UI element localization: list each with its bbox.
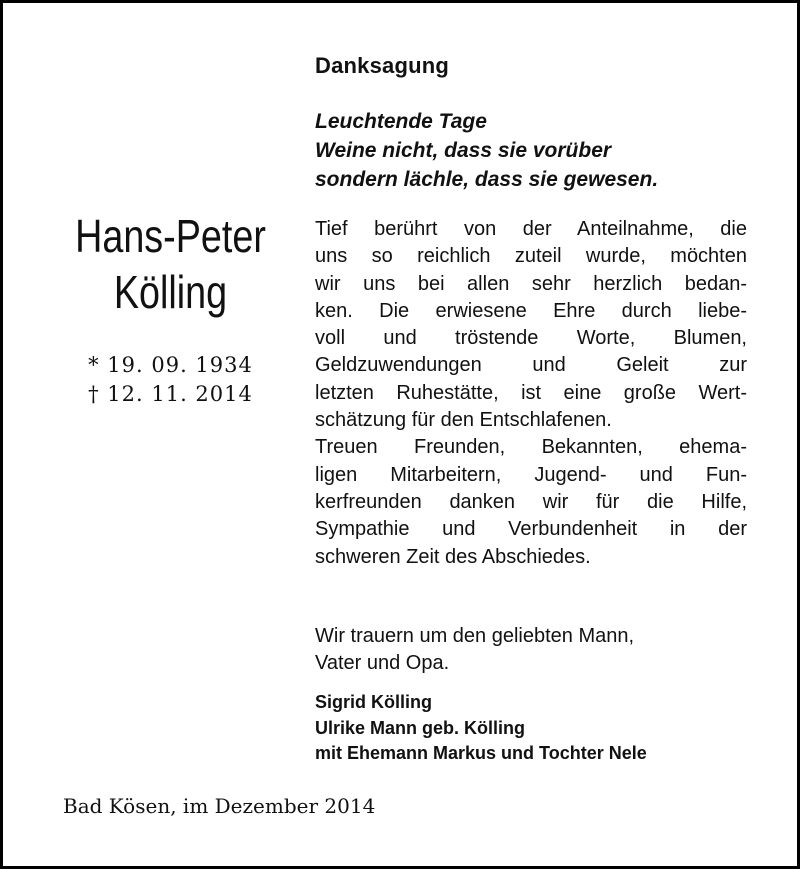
- thanks-line: voll und tröstende Worte, Blumen,: [315, 327, 747, 350]
- mourning-line: Vater und Opa.: [315, 652, 450, 675]
- birth-date: * 19. 09. 1934: [88, 353, 253, 377]
- thanks-line: letzten Ruhestätte, ist eine große Wert-: [315, 381, 747, 404]
- signature-line: mit Ehemann Markus und Tochter Nele: [315, 743, 647, 763]
- motto-line: Leuchtende Tage: [315, 110, 487, 133]
- thanks-line: wir uns bei allen sehr herzlich bedan-: [315, 272, 747, 295]
- thanks-line: Treuen Freunden, Bekannten, ehema-: [315, 436, 747, 459]
- thanks-text: [315, 216, 747, 571]
- place-and-date: Bad Kösen, im Dezember 2014: [63, 794, 376, 818]
- thanks-line: uns so reichlich zuteil wurde, möchten: [315, 245, 747, 268]
- mourning-text: [315, 623, 634, 678]
- heading: Danksagung: [315, 53, 450, 78]
- deceased-last-name: Kölling: [113, 266, 228, 318]
- death-date: † 12. 11. 2014: [88, 382, 253, 406]
- mourning-line: Wir trauern um den geliebten Mann,: [315, 625, 635, 647]
- thanks-line: schweren Zeit des Abschiedes.: [315, 545, 591, 568]
- motto: [315, 107, 658, 194]
- signatures: [315, 690, 647, 767]
- thanks-line: kerfreunden danken wir für die Hilfe,: [315, 490, 747, 513]
- signature-line: Sigrid Kölling: [315, 692, 432, 712]
- thanks-line: ligen Mitarbeitern, Jugend- und Fun-: [315, 463, 747, 486]
- thanks-line: schätzung für den Entschlafenen.: [315, 409, 612, 432]
- thanks-line: Sympathie und Verbundenheit in der: [315, 518, 747, 541]
- thanks-line: ken. Die erwiesene Ehre durch liebe-: [315, 299, 747, 322]
- deceased-name: [66, 208, 275, 320]
- thanks-line: Geldzuwendungen und Geleit zur: [315, 354, 747, 377]
- motto-line: sondern lächle, dass sie gewesen.: [315, 168, 659, 191]
- motto-line: Weine nicht, dass sie vorüber: [315, 139, 612, 162]
- thanks-line: Tief berührt von der Anteilnahme, die: [315, 218, 747, 240]
- signature-line: Ulrike Mann geb. Kölling: [315, 717, 526, 738]
- deceased-first-name: Hans-Peter: [75, 210, 266, 262]
- life-dates: [43, 351, 298, 409]
